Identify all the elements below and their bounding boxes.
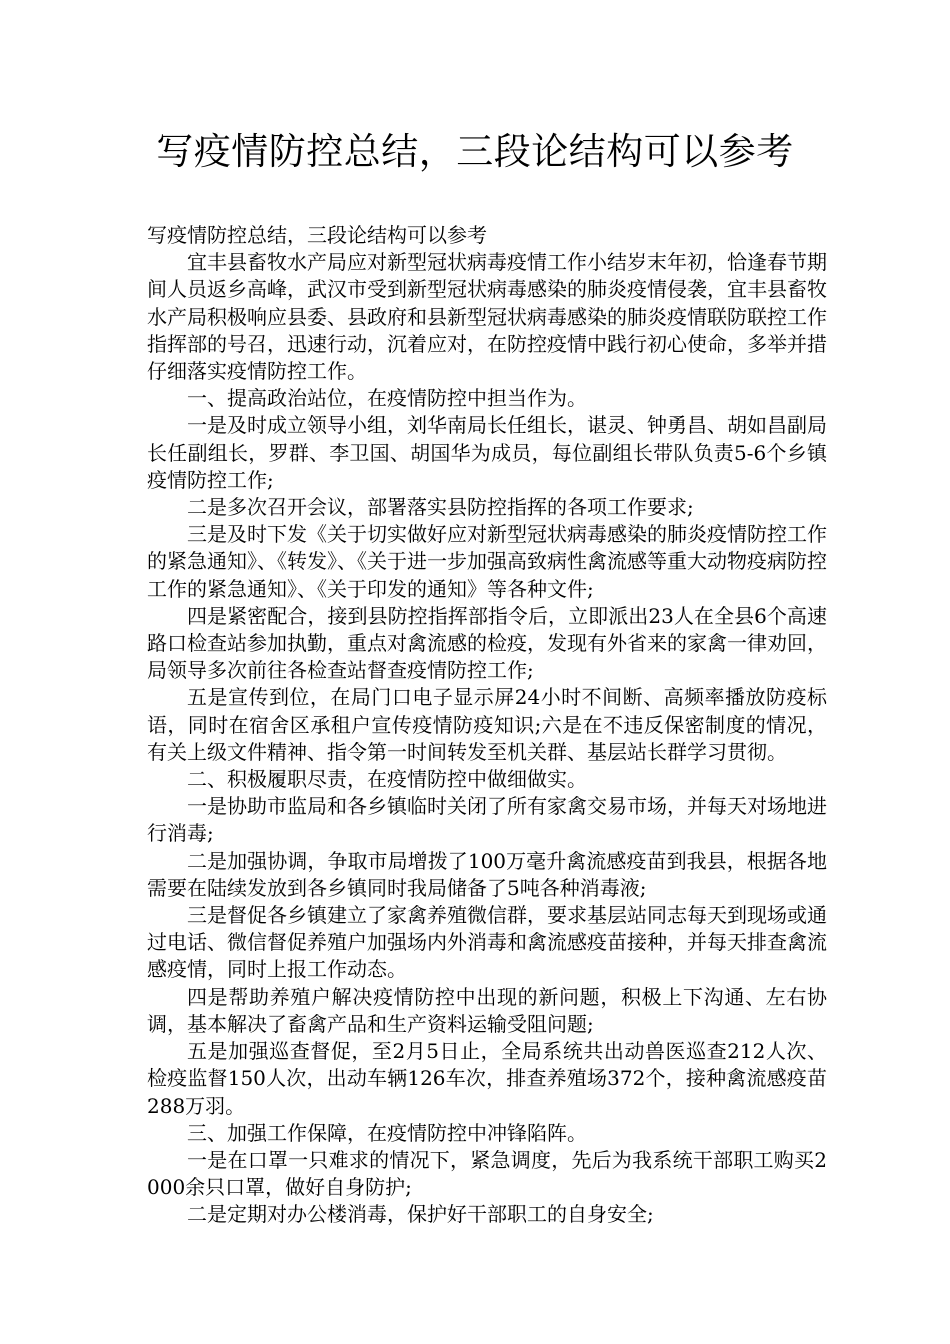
body-paragraph: 五是加强巡查督促，至2月5日止，全局系统共出动兽医巡查212人次、检疫监督150人次，出动车辆126车次，排查养殖场372个，接种禽流感疫苗288万羽。 [147, 1039, 827, 1118]
body-paragraph: 一是及时成立领导小组，刘华南局长任组长，谌灵、钟勇昌、胡如昌副局长任副组长，罗群、李卫国、胡国华为成员，每位副组长带队负责5-6个乡镇疫情防控工作; [147, 413, 827, 492]
body-paragraph: 三、加强工作保障，在疫情防控中冲锋陷阵。 [187, 1120, 587, 1145]
body-paragraph: 三是督促各乡镇建立了家禽养殖微信群，要求基层站同志每天到现场或通过电话、微信督促养殖户加强场内外消毒和禽流感疫苗接种，并每天排查禽流感疫情，同时上报工作动态。 [147, 903, 827, 982]
body-paragraph: 五是宣传到位，在局门口电子显示屏24小时不间断、高频率播放防疫标语，同时在宿舍区承租户宣传疫情防疫知识;六是在不违反保密制度的情况，有关上级文件精神、指令第一时间转发至机关群、基层站长群学习贯彻。 [147, 685, 827, 764]
body-paragraph: 二、积极履职尽责，在疫情防控中做细做实。 [187, 767, 587, 792]
body-paragraph: 四是帮助养殖户解决疫情防控中出现的新问题，积极上下沟通、左右协调，基本解决了畜禽产品和生产资料运输受阻问题; [147, 984, 827, 1036]
body-paragraph: 一是在口罩一只难求的情况下，紧急调度，先后为我系统干部职工购买2000余只口罩，做好自身防护; [147, 1147, 827, 1200]
body-paragraph: 四是紧密配合，接到县防控指挥部指令后，立即派出23人在全县6个高速路口检查站参加执勤，重点对禽流感的检疫，发现有外省来的家禽一律劝回，局领导多次前往各检查站督查疫情防控工作; [147, 603, 827, 683]
body-paragraph: 二是加强协调，争取市局增拨了100万毫升禽流感疫苗到我县，根据各地需要在陆续发放到各乡镇同时我局储备了5吨各种消毒液; [147, 848, 827, 900]
document-title: 写疫情防控总结，三段论结构可以参考 [156, 130, 794, 173]
body-paragraph: 三是及时下发《关于切实做好应对新型冠状病毒感染的肺炎疫情防控工作的紧急通知》、《转发》、《关于进一步加强高致病性禽流感等重大动物疫病防控工作的紧急通知》、《关于印发的通知》等各种文件; [147, 522, 827, 601]
document-body [147, 222, 827, 1229]
body-paragraph: 宜丰县畜牧水产局应对新型冠状病毒疫情工作小结岁末年初，恰逢春节期间人员返乡高峰，武汉市受到新型冠状病毒感染的肺炎疫情侵袭，宜丰县畜牧水产局积极响应县委、县政府和县新型冠状病毒感染的肺炎疫情联防联控工作指挥部的号召，迅速行动，沉着应对，在防控疫情中践行初心使命，多举并措仔细落实疫情防控工作。 [147, 250, 827, 384]
document-subtitle-line: 写疫情防控总结，三段论结构可以参考 [147, 223, 487, 247]
body-paragraph: 二是多次召开会议，部署落实县防控指挥的各项工作要求; [187, 495, 694, 520]
body-paragraph: 一、提高政治站位，在疫情防控中担当作为。 [187, 386, 587, 411]
body-paragraph: 二是定期对办公楼消毒，保护好干部职工的自身安全; [187, 1202, 654, 1227]
body-paragraph: 一是协助市监局和各乡镇临时关闭了所有家禽交易市场，并每天对场地进行消毒; [147, 794, 827, 846]
